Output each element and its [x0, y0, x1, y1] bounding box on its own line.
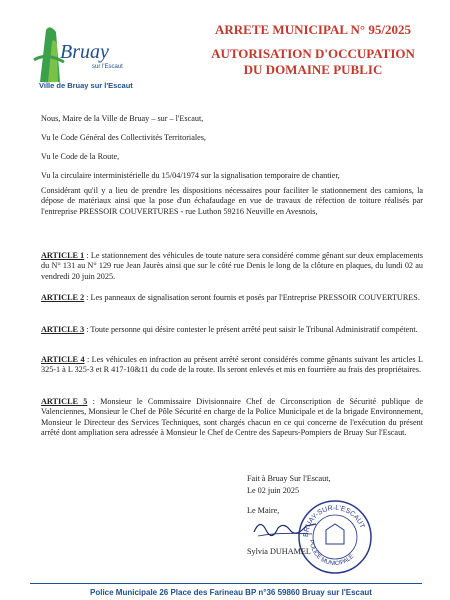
intro-paragraph: Vu la circulaire interministérielle du 15/04/1974 sur la signalisation temporaire de chantier,	[41, 171, 340, 180]
seal-bottom-text: POLICE MUNICIPALE	[307, 539, 356, 568]
article-4	[41, 355, 423, 376]
footer-divider	[30, 583, 422, 584]
logo-subtext: sur l'Escaut	[92, 64, 123, 70]
intro-paragraph: Nous, Maire de la Ville de Bruay – sur – l'Escaut,	[41, 114, 204, 123]
intro-paragraph: Vu le Code Général des Collectivités Territoriales,	[41, 133, 206, 142]
article-3	[41, 325, 423, 335]
article-label: ARTICLE 4	[41, 355, 85, 364]
official-seal	[296, 498, 374, 576]
article-text: : Toute personne qui désire contester le présent arrêté peut saisir le Tribunal Administratif compétent.	[84, 325, 418, 334]
article-text: : Les panneaux de signalisation seront fournis et posés par l'Entreprise PRESSOIR COUVERTURES.	[84, 293, 420, 302]
article-label: ARTICLE 2	[41, 293, 85, 302]
signature-role: Le Maire,	[247, 506, 280, 515]
seal-top-text: BRUAY-SUR-L'ESCAUT	[302, 504, 366, 538]
decree-title: ARRETE MUNICIPAL N° 95/2025	[215, 22, 411, 37]
decree-subtitle-line1: AUTORISATION D'OCCUPATION	[211, 46, 415, 61]
considerant-paragraph: Considérant qu'il y a lieu de prendre les dispositions nécessaires pour faciliter le stationnement des camions, la dépose de matériaux ainsi que la pose d'un échafaudage en vue de travaux de réfection de toiture réalisés par l'entreprise PRESSOIR COUVERTURES - rue Luthon 59216 Neuville en Avesnois,	[41, 186, 423, 216]
footer-address: Police Municipale 26 Place des Farineau BP n°36 59860 Bruay sur l'Escaut	[90, 588, 372, 597]
article-text: : Les véhicules en infraction au présent arrêté seront considérés comme gênants suivant les articles L 325-1 à L 325-3 et R 417-10&11 du code de la route. Ils seront enlevés et mis en fourrière au frais des propriétaires.	[41, 355, 423, 375]
article-2	[41, 293, 423, 303]
article-label: ARTICLE 5	[41, 397, 88, 406]
city-logo	[30, 20, 150, 90]
article-text: : Le stationnement des véhicules de toute nature sera considéré comme gênant sur deux emplacements du N° 131 au N° 129 rue Jean Jaurès ainsi que sur le côté rue Denis le long de la clôture en plaques, du lundi 02 au vendredi 20 juin 2025.	[41, 251, 423, 281]
mayor-name: Sylvia DUHAMEL	[247, 547, 311, 556]
decree-subtitle-line2: DU DOMAINE PUBLIC	[243, 62, 383, 77]
article-label: ARTICLE 3	[41, 325, 85, 334]
article-label: ARTICLE 1	[41, 251, 85, 260]
signature-place: Fait à Bruay Sur l'Escaut,	[247, 474, 331, 483]
article-5	[41, 397, 423, 439]
logo-text: Bruay	[60, 41, 109, 63]
article-1	[41, 251, 423, 282]
logo-caption: Ville de Bruay sur l'Escaut	[39, 81, 133, 90]
article-text: : Monsieur le Commissaire Divisionnaire Chef de Circonscription de Sécurité publique de Valenciennes, Monsieur le Chef de Pôle Sécurité en charge de la Police Municipale et de la brigade Environnement, Monsieur le Directeur des Services Techniques, sont chargés chacun en ce qui concerne de l'exécution du présent arrêté dont ampliation sera adressée à Monsieur le Chef de Centre des Sapeurs-Pompiers de Bruay Sur l'Escaut.	[41, 397, 423, 438]
signature-date: Le 02 juin 2025	[247, 486, 300, 495]
intro-paragraph: Vu le Code de la Route,	[41, 152, 120, 161]
